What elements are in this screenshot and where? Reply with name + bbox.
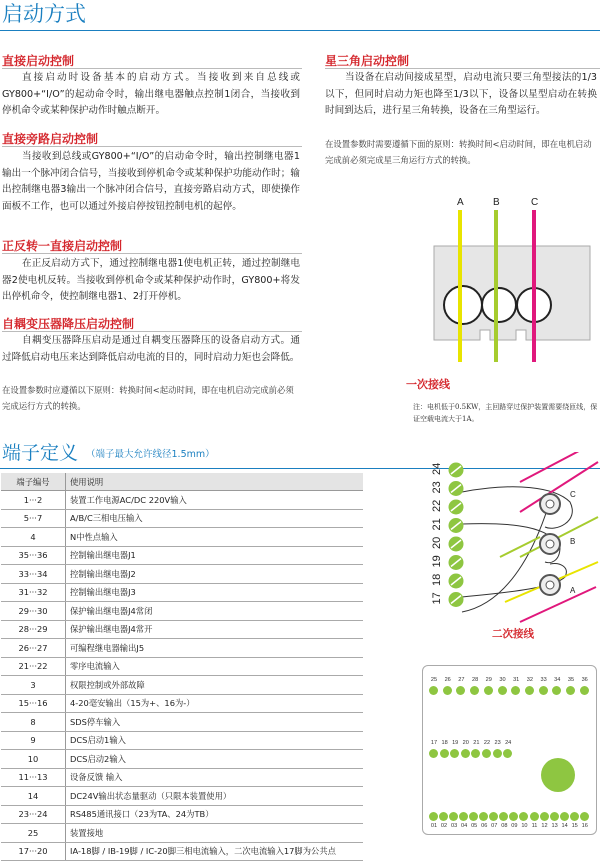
board-terminal-dot [580, 812, 589, 821]
secondary-wiring-diagram [420, 452, 600, 642]
section-rule [2, 68, 302, 69]
phase-label-b: B [493, 197, 500, 208]
secondary-phase-b-line [500, 537, 540, 557]
table-row [1, 750, 363, 769]
terminal-table [1, 473, 363, 861]
terminal-description-cell: DC24V输出状态量驱动（只限本装置使用） [66, 787, 364, 806]
terminal-description-cell: A/B/C三相电压输入 [66, 509, 364, 528]
table-row [1, 602, 363, 621]
terminal-description-cell: 权限控制或外部故障 [66, 676, 364, 695]
table-row [1, 805, 363, 824]
board-terminal-label: 03 [450, 823, 458, 829]
section-note-star-delta: 在设置参数时需要遵循下面的原则：转换时间<启动时间，即在电机启动完成前必须完成星三角运行方式的转换。 [325, 139, 592, 165]
terminal-description-cell: 4-20毫安输出（15为+、16为-） [66, 694, 364, 713]
board-terminal-label: 11 [531, 823, 538, 829]
table-row [1, 639, 363, 658]
table-row [1, 842, 363, 861]
terminal-number-cell: 5···7 [1, 509, 66, 528]
board-terminal-label: 36 [581, 677, 588, 683]
board-terminal-dot [440, 749, 449, 758]
board-terminal-dot [461, 749, 470, 758]
table-row [1, 787, 363, 806]
board-terminal-dot [499, 812, 508, 821]
terminal-number-cell: 10 [1, 750, 66, 769]
section-note-autotransformer: 在设置参数时应遵循以下原则：转换时间<起动时间，即在电机启动完成前必须完成运行方式的转换。 [2, 385, 294, 411]
secondary-label-b: B [570, 537, 576, 546]
section-title-star-delta: 星三角启动控制 [325, 54, 410, 68]
phase-label-a: A [457, 197, 464, 208]
column-header-number: 端子编号 [1, 473, 66, 491]
terminal-number-label: 20 [431, 536, 443, 549]
board-terminal-dot [482, 749, 491, 758]
board-terminal-label: 08 [501, 823, 508, 829]
secondary-label-c: C [570, 490, 576, 499]
terminal-number-cell: 1···2 [1, 491, 66, 510]
board-terminal-dot [429, 686, 438, 695]
secondary-wiring-caption: 二次接线 [492, 628, 534, 640]
board-terminal-dot [429, 749, 438, 758]
section-title-bypass-start: 直接旁路启动控制 [2, 132, 99, 146]
title-rule [0, 30, 600, 31]
board-terminal-label: 22 [483, 740, 491, 746]
table-row [1, 620, 363, 639]
section-title-direct-start: 直接启动控制 [2, 54, 75, 68]
secondary-phase-b-line [520, 517, 598, 557]
ct-hole-b [482, 288, 516, 322]
terminal-description-cell: 装置工作电源AC/DC 220V输入 [66, 491, 364, 510]
board-terminal-dot [449, 812, 458, 821]
terminal-description-cell: 保护输出继电器J4常闭 [66, 602, 364, 621]
board-terminal-label: 33 [540, 677, 547, 683]
terminal-description-cell: N中性点输入 [66, 528, 364, 547]
section-title-forward-reverse: 正反转一直接启动控制 [2, 239, 123, 253]
board-terminal-dot [456, 686, 465, 695]
terminal-board [422, 665, 597, 835]
terminal-number-label: 22 [431, 499, 443, 512]
ct-ring-a [540, 575, 560, 595]
board-terminal-label: 12 [541, 823, 548, 829]
secondary-phase-c-line [520, 452, 596, 482]
board-terminal-dot [570, 812, 579, 821]
table-row [1, 713, 363, 732]
board-terminal-label: 10 [521, 823, 528, 829]
board-terminal-label: 28 [471, 677, 479, 683]
board-terminal-label: 18 [441, 740, 448, 746]
terminal-description-cell: IA-18脚 / IB-19脚 / IC-20脚三相电流输入，二次电流输入17脚为公共点 [66, 842, 364, 861]
board-terminal-label: 26 [444, 677, 451, 683]
board-terminal-label: 14 [561, 823, 568, 829]
board-terminal-label: 29 [485, 677, 492, 683]
terminal-description-cell: SDS停车输入 [66, 713, 364, 732]
board-terminal-label: 23 [494, 740, 501, 746]
table-row [1, 824, 363, 843]
terminal-section-title: 端子定义 [2, 442, 79, 464]
ct-ring-c [540, 494, 560, 514]
table-row [1, 565, 363, 584]
terminal-number-cell: 11···13 [1, 768, 66, 787]
terminal-number-cell: 15···16 [1, 694, 66, 713]
board-terminal-dot [540, 812, 549, 821]
terminal-number-label: 24 [431, 462, 443, 475]
section-body-star-delta: 当设备在启动间接成星型，启动电流只要三角型接法的1/3以下，但同时启动力矩也降至1/3以下，设备以星型启动在转换时间到达后，进行星三角转换，设备在三角型运行。 [325, 72, 597, 117]
terminal-number-cell: 23···24 [1, 805, 66, 824]
section-rule [2, 146, 302, 147]
board-terminal-dot [443, 686, 452, 695]
phase-label-c: C [531, 197, 539, 208]
board-terminal-label: 20 [462, 740, 469, 746]
board-terminal-label: 09 [511, 823, 518, 829]
board-terminal-label: 31 [513, 677, 520, 683]
terminal-number-cell: 28···29 [1, 620, 66, 639]
board-terminal-label: 15 [571, 823, 578, 829]
table-row [1, 491, 363, 510]
terminal-number-label: 21 [431, 518, 443, 531]
board-terminal-dot [469, 812, 478, 821]
board-terminal-label: 21 [473, 740, 480, 746]
board-terminal-dot [479, 812, 488, 821]
power-indicator [541, 758, 575, 792]
board-terminal-label: 19 [452, 740, 459, 746]
section-rule [2, 253, 302, 254]
board-terminal-dot [429, 812, 438, 821]
board-terminal-dot [493, 749, 502, 758]
terminal-number-cell: 33···34 [1, 565, 66, 584]
board-terminal-dot [530, 812, 539, 821]
board-terminal-label: 05 [471, 823, 478, 829]
board-terminal-label: 16 [581, 823, 588, 829]
board-terminal-dot [552, 686, 561, 695]
board-terminal-dot [560, 812, 569, 821]
column-header-description: 使用说明 [66, 473, 364, 491]
table-row [1, 768, 363, 787]
table-row [1, 657, 363, 676]
terminal-number-cell: 25 [1, 824, 66, 843]
board-terminal-label: 01 [430, 823, 438, 829]
table-row [1, 528, 363, 547]
terminal-number-cell: 17···20 [1, 842, 66, 861]
board-terminal-dot [519, 812, 528, 821]
terminal-description-cell: DCS启动1输入 [66, 731, 364, 750]
terminal-number-cell: 29···30 [1, 602, 66, 621]
section-title-autotransformer: 自耦变压器降压启动控制 [2, 317, 135, 331]
terminal-section-subtitle: （端子最大允许线径1.5mm） [86, 449, 215, 460]
board-terminal-dot [509, 812, 518, 821]
board-terminal-label: 35 [567, 677, 575, 683]
page-title: 启动方式 [2, 2, 86, 26]
section-body-forward-reverse: 在正反启动方式下，通过控制继电器1使电机正转，通过控制继电器2使电机反转。当接收到停机命令或某种保护动作时，GY800+将发出停机命令，使控制继电器1、2打开停机。 [2, 258, 300, 303]
table-row [1, 509, 363, 528]
board-terminal-dot [439, 812, 448, 821]
board-terminal-dot [511, 686, 520, 695]
board-terminal-label: 24 [505, 740, 512, 746]
board-terminal-label: 04 [461, 823, 468, 829]
table-row [1, 583, 363, 602]
board-terminal-dot [503, 749, 512, 758]
terminal-number-cell: 14 [1, 787, 66, 806]
board-terminal-label: 30 [499, 677, 506, 683]
ct-ring-b [540, 534, 560, 554]
terminal-description-cell: RS485通讯接口（23为TA、24为TB） [66, 805, 364, 824]
section-body-bypass-start: 当接收到总线或GY800+“I/O”的启动命令时，输出控制继电器1输出一个脉冲闭合信号，当接收到停机命令或某种保护功能动作时；输出控制继电器3输出一个脉冲闭合信号，直接旁路启动方式，即使操作面板不工作，也可以通过外接启停按钮控制电机的起停。 [2, 151, 300, 212]
board-terminal-dot [450, 749, 459, 758]
terminal-number-label: 17 [431, 592, 443, 605]
terminal-number-cell: 35···36 [1, 546, 66, 565]
board-terminal-label: 13 [551, 823, 558, 829]
board-terminal-dot [484, 686, 493, 695]
primary-wiring-caption: 一次接线 [406, 378, 450, 391]
board-terminal-dot [498, 686, 507, 695]
terminal-description-cell: 设备反馈 输入 [66, 768, 364, 787]
terminal-description-cell: DCS启动2输入 [66, 750, 364, 769]
terminal-number-label: 18 [431, 573, 443, 586]
section-rule [325, 68, 600, 69]
board-terminal-dot [470, 686, 479, 695]
terminal-number-label: 19 [431, 555, 443, 568]
board-terminal-dot [489, 812, 498, 821]
terminal-description-cell: 保护输出继电器J4常开 [66, 620, 364, 639]
board-terminal-dot [471, 749, 480, 758]
board-terminal-label: 17 [430, 740, 438, 746]
terminal-description-cell: 控制输出继电器J2 [66, 565, 364, 584]
section-body-autotransformer: 自耦变压器降压启动是通过自耦变压器降压的设备启动方式。通过降低启动电压来达到降低启动电流的目的，同时启动力矩也会降低。 [2, 335, 300, 363]
table-row [1, 546, 363, 565]
terminal-description-cell: 控制输出继电器J1 [66, 546, 364, 565]
board-terminal-dot [539, 686, 548, 695]
section-body-direct-start: 直接启动时设备基本的启动方式。当接收到来自总线或GY800+“I/O”的起动命令时，输出继电器触点控制1闭合，当接收到停机命令或某种保护动作时触点断开。 [2, 72, 300, 117]
terminal-number-cell: 3 [1, 676, 66, 695]
terminal-number-label: 23 [431, 481, 443, 494]
terminal-number-cell: 21···22 [1, 657, 66, 676]
primary-wiring-note: 注：电机低于0.5KW，主回路穿过保护装置需要绕匝线，保证空载电流大于1A。 [413, 403, 598, 423]
board-terminal-dot [525, 686, 534, 695]
board-terminal-label: 02 [440, 823, 448, 829]
board-terminal-label: 06 [481, 823, 488, 829]
terminal-number-cell: 31···32 [1, 583, 66, 602]
table-row [1, 694, 363, 713]
primary-wiring-diagram [420, 190, 600, 370]
terminal-description-cell: 零序电流输入 [66, 657, 364, 676]
board-terminal-label: 25 [430, 677, 438, 683]
terminal-number-cell: 4 [1, 528, 66, 547]
terminal-number-cell: 8 [1, 713, 66, 732]
ct-hole-a [444, 286, 482, 324]
board-terminal-label: 32 [526, 677, 533, 683]
board-terminal-label: 34 [554, 677, 561, 683]
secondary-label-a: A [570, 586, 576, 595]
table-row [1, 731, 363, 750]
terminal-description-cell: 可编程继电器输出J5 [66, 639, 364, 658]
board-terminal-dot [550, 812, 559, 821]
terminal-number-cell: 26···27 [1, 639, 66, 658]
section-rule [2, 331, 302, 332]
board-terminal-label: 07 [491, 823, 498, 829]
terminal-description-cell: 装置接地 [66, 824, 364, 843]
table-header-row [1, 473, 363, 491]
board-terminal-dot [580, 686, 589, 695]
wire-loop-common [462, 507, 548, 612]
board-terminal-label: 27 [458, 677, 465, 683]
terminal-description-cell: 控制输出继电器J3 [66, 583, 364, 602]
table-row [1, 676, 363, 695]
board-terminal-dot [459, 812, 468, 821]
terminal-number-cell: 9 [1, 731, 66, 750]
board-terminal-dot [566, 686, 575, 695]
